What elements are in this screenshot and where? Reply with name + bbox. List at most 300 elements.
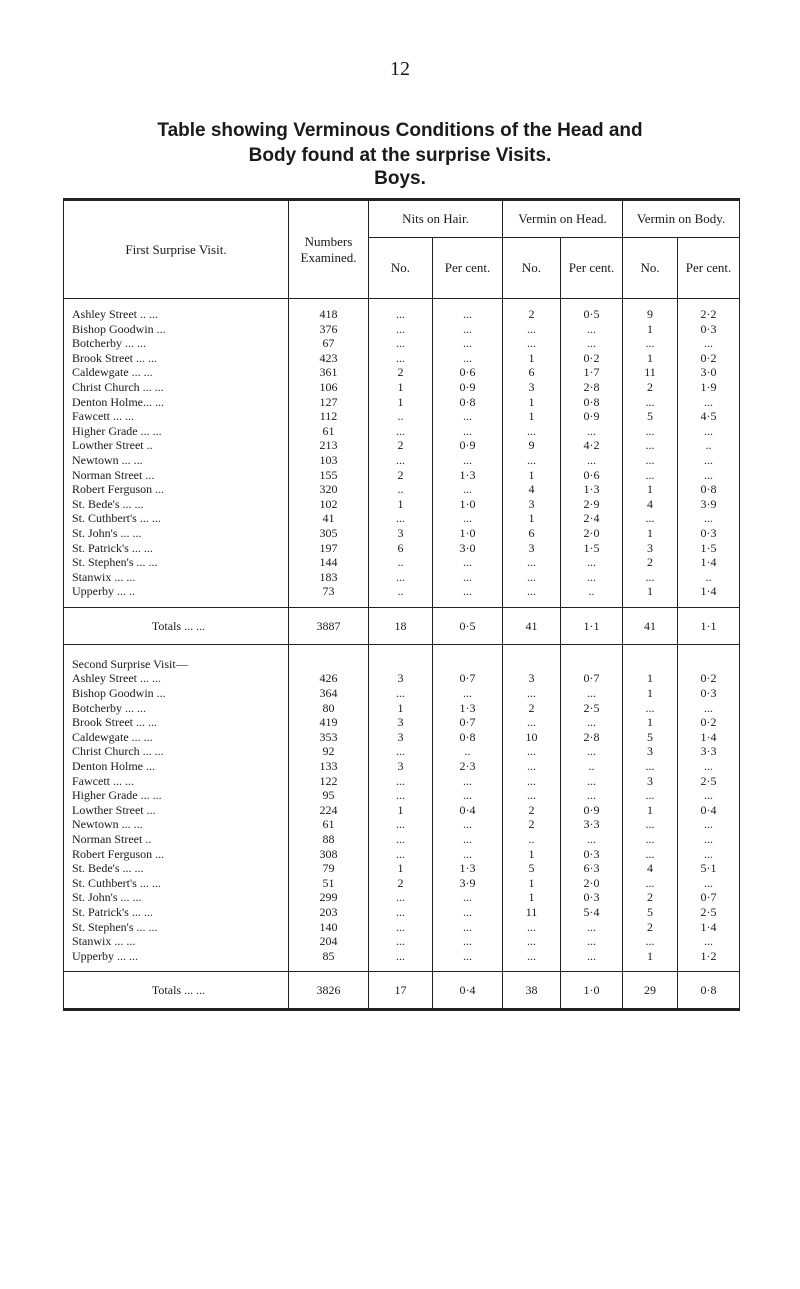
table-row bbox=[64, 817, 740, 832]
body-no-cell: 4 bbox=[623, 497, 678, 512]
table-row bbox=[64, 555, 740, 570]
body-no-cell: 29 bbox=[623, 972, 678, 1010]
head-no-cell bbox=[503, 653, 561, 672]
second-visit-heading-row bbox=[64, 653, 740, 672]
body-no-cell: 2 bbox=[623, 920, 678, 935]
nits-no-cell: ... bbox=[369, 744, 433, 759]
numbers-examined-cell: 106 bbox=[289, 380, 369, 395]
spacer-cell bbox=[561, 644, 623, 653]
body-no-cell: 4 bbox=[623, 861, 678, 876]
body-no-cell: ... bbox=[623, 701, 678, 716]
spacer-cell bbox=[369, 644, 433, 653]
head-per-cent-cell: 2·8 bbox=[561, 380, 623, 395]
school-name-cell: Botcherby ... ... bbox=[64, 336, 289, 351]
body-no-cell: 41 bbox=[623, 607, 678, 644]
body-per-cent-cell: ... bbox=[678, 395, 740, 410]
head-per-cent-cell: ... bbox=[561, 788, 623, 803]
school-name-cell: Brook Street ... ... bbox=[64, 351, 289, 366]
head-no-cell: 4 bbox=[503, 482, 561, 497]
school-name-cell: Fawcett ... ... bbox=[64, 774, 289, 789]
body-per-cent-cell: ... bbox=[678, 468, 740, 483]
numbers-examined-cell: 122 bbox=[289, 774, 369, 789]
nits-per-cent-cell: ... bbox=[433, 409, 503, 424]
body-no-cell bbox=[623, 653, 678, 672]
head-no-cell: 1 bbox=[503, 468, 561, 483]
nits-per-cent-cell: 1·0 bbox=[433, 497, 503, 512]
school-name-cell: Upperby ... ... bbox=[64, 949, 289, 964]
head-no-cell: 2 bbox=[503, 817, 561, 832]
school-name-cell: Caldewgate ... ... bbox=[64, 365, 289, 380]
nits-no-cell: 3 bbox=[369, 671, 433, 686]
spacer-cell bbox=[561, 963, 623, 972]
nits-per-cent-cell: 0·4 bbox=[433, 972, 503, 1010]
second-visit-heading: Second Surprise Visit— bbox=[64, 653, 289, 672]
nits-per-cent-cell: ... bbox=[433, 584, 503, 599]
table-row bbox=[64, 832, 740, 847]
head-no-cell: 6 bbox=[503, 526, 561, 541]
nits-no-cell: .. bbox=[369, 584, 433, 599]
nits-no-cell: ... bbox=[369, 934, 433, 949]
school-name-cell: Stanwix ... ... bbox=[64, 570, 289, 585]
head-no-cell: ... bbox=[503, 686, 561, 701]
nits-per-cent-cell: 0·8 bbox=[433, 730, 503, 745]
head-no-cell: 2 bbox=[503, 307, 561, 322]
head-per-cent-cell: 1·3 bbox=[561, 482, 623, 497]
body-no-cell: ... bbox=[623, 424, 678, 439]
spacer-cell bbox=[503, 963, 561, 972]
numbers-examined-cell: 103 bbox=[289, 453, 369, 468]
head-per-cent-cell: ... bbox=[561, 934, 623, 949]
nits-no-cell: ... bbox=[369, 905, 433, 920]
school-name-cell: St. Cuthbert's ... ... bbox=[64, 511, 289, 526]
body-per-cent-cell: 5·1 bbox=[678, 861, 740, 876]
head-per-cent-cell: ... bbox=[561, 832, 623, 847]
head-per-cent-cell: 2·8 bbox=[561, 730, 623, 745]
table-row bbox=[64, 949, 740, 964]
nits-per-cent-cell: ... bbox=[433, 774, 503, 789]
head-per-cent-cell: 2·9 bbox=[561, 497, 623, 512]
numbers-examined-cell: 80 bbox=[289, 701, 369, 716]
numbers-examined-cell: 423 bbox=[289, 351, 369, 366]
body-per-cent-cell: ... bbox=[678, 817, 740, 832]
head-per-cent-cell: 0·8 bbox=[561, 395, 623, 410]
body-per-cent-cell: ... bbox=[678, 847, 740, 862]
body-per-cent-cell: 0·2 bbox=[678, 715, 740, 730]
body-per-cent-cell: ... bbox=[678, 511, 740, 526]
verminous-conditions-table bbox=[63, 198, 740, 1011]
table-row bbox=[64, 511, 740, 526]
school-name-cell: Bishop Goodwin ... bbox=[64, 686, 289, 701]
school-name-cell: St. Cuthbert's ... ... bbox=[64, 876, 289, 891]
head-per-cent-cell: 2·0 bbox=[561, 526, 623, 541]
nits-per-cent-cell: 3·0 bbox=[433, 541, 503, 556]
school-name-cell: St. Bede's ... ... bbox=[64, 861, 289, 876]
spacer-cell bbox=[561, 299, 623, 308]
spacer-cell bbox=[561, 599, 623, 608]
numbers-examined-cell: 204 bbox=[289, 934, 369, 949]
nits-no-cell: ... bbox=[369, 453, 433, 468]
nits-per-cent-cell: ... bbox=[433, 482, 503, 497]
numbers-examined-cell: 364 bbox=[289, 686, 369, 701]
spacer-row bbox=[64, 599, 740, 608]
numbers-examined-cell: 3887 bbox=[289, 607, 369, 644]
head-per-cent-cell: .. bbox=[561, 584, 623, 599]
header-body-no: No. bbox=[623, 238, 678, 299]
head-no-cell: ... bbox=[503, 322, 561, 337]
spacer-cell bbox=[678, 644, 740, 653]
numbers-examined-cell: 73 bbox=[289, 584, 369, 599]
nits-no-cell: .. bbox=[369, 482, 433, 497]
nits-per-cent-cell: ... bbox=[433, 817, 503, 832]
nits-per-cent-cell: .. bbox=[433, 744, 503, 759]
body-per-cent-cell: 3·0 bbox=[678, 365, 740, 380]
numbers-examined-cell bbox=[289, 653, 369, 672]
body-per-cent-cell: 0·3 bbox=[678, 322, 740, 337]
nits-per-cent-cell: ... bbox=[433, 336, 503, 351]
table-row bbox=[64, 322, 740, 337]
body-per-cent-cell: 2·2 bbox=[678, 307, 740, 322]
table-row bbox=[64, 759, 740, 774]
nits-no-cell: ... bbox=[369, 511, 433, 526]
body-no-cell: 2 bbox=[623, 890, 678, 905]
head-per-cent-cell: 0·3 bbox=[561, 890, 623, 905]
body-no-cell: 3 bbox=[623, 541, 678, 556]
school-name-cell: Lowther Street .. bbox=[64, 438, 289, 453]
nits-no-cell: 2 bbox=[369, 365, 433, 380]
spacer-cell bbox=[678, 599, 740, 608]
school-name-cell: St. John's ... ... bbox=[64, 526, 289, 541]
body-no-cell: 11 bbox=[623, 365, 678, 380]
body-per-cent-cell: 1·5 bbox=[678, 541, 740, 556]
table-row bbox=[64, 861, 740, 876]
body-per-cent-cell: 0·8 bbox=[678, 482, 740, 497]
head-per-cent-cell: ... bbox=[561, 686, 623, 701]
school-name-cell: Denton Holme ... bbox=[64, 759, 289, 774]
nits-per-cent-cell: 0·7 bbox=[433, 715, 503, 730]
nits-per-cent-cell: ... bbox=[433, 920, 503, 935]
nits-no-cell: ... bbox=[369, 351, 433, 366]
nits-per-cent-cell: ... bbox=[433, 511, 503, 526]
numbers-examined-cell: 51 bbox=[289, 876, 369, 891]
head-per-cent-cell: ... bbox=[561, 774, 623, 789]
head-no-cell: 3 bbox=[503, 671, 561, 686]
school-name-cell: Christ Church ... ... bbox=[64, 380, 289, 395]
school-name-cell: Norman Street .. bbox=[64, 832, 289, 847]
head-per-cent-cell: ... bbox=[561, 570, 623, 585]
head-per-cent-cell: 5·4 bbox=[561, 905, 623, 920]
head-per-cent-cell: 2·4 bbox=[561, 511, 623, 526]
body-no-cell: 3 bbox=[623, 744, 678, 759]
numbers-examined-cell: 299 bbox=[289, 890, 369, 905]
head-per-cent-cell: 0·6 bbox=[561, 468, 623, 483]
table-row bbox=[64, 730, 740, 745]
head-per-cent-cell: ... bbox=[561, 715, 623, 730]
numbers-examined-cell: 305 bbox=[289, 526, 369, 541]
nits-no-cell: ... bbox=[369, 817, 433, 832]
nits-no-cell: 2 bbox=[369, 468, 433, 483]
school-name-cell: Brook Street ... ... bbox=[64, 715, 289, 730]
nits-per-cent-cell: ... bbox=[433, 949, 503, 964]
body-per-cent-cell: 1·2 bbox=[678, 949, 740, 964]
school-name-cell: St. Patrick's ... ... bbox=[64, 905, 289, 920]
spacer-cell bbox=[503, 599, 561, 608]
nits-per-cent-cell: 0·9 bbox=[433, 380, 503, 395]
head-per-cent-cell: 0·9 bbox=[561, 409, 623, 424]
body-no-cell: ... bbox=[623, 453, 678, 468]
body-no-cell: 1 bbox=[623, 949, 678, 964]
nits-no-cell: .. bbox=[369, 555, 433, 570]
head-no-cell: 38 bbox=[503, 972, 561, 1010]
numbers-examined-cell: 361 bbox=[289, 365, 369, 380]
spacer-cell bbox=[623, 644, 678, 653]
head-per-cent-cell: .. bbox=[561, 759, 623, 774]
body-per-cent-cell: 0·7 bbox=[678, 890, 740, 905]
school-name-cell: Stanwix ... ... bbox=[64, 934, 289, 949]
table-row bbox=[64, 380, 740, 395]
school-name-cell: Bishop Goodwin ... bbox=[64, 322, 289, 337]
body-per-cent-cell: ... bbox=[678, 336, 740, 351]
head-per-cent-cell: 0·7 bbox=[561, 671, 623, 686]
nits-no-cell: ... bbox=[369, 686, 433, 701]
spacer-cell bbox=[433, 599, 503, 608]
body-per-cent-cell: ... bbox=[678, 424, 740, 439]
body-per-cent-cell: ... bbox=[678, 453, 740, 468]
nits-per-cent-cell: 3·9 bbox=[433, 876, 503, 891]
table-row bbox=[64, 307, 740, 322]
nits-per-cent-cell: ... bbox=[433, 453, 503, 468]
nits-no-cell: .. bbox=[369, 409, 433, 424]
numbers-examined-cell: 133 bbox=[289, 759, 369, 774]
school-name-cell: St. Bede's ... ... bbox=[64, 497, 289, 512]
head-no-cell: 3 bbox=[503, 380, 561, 395]
spacer-cell bbox=[678, 963, 740, 972]
body-per-cent-cell: 1·4 bbox=[678, 555, 740, 570]
nits-per-cent-cell: 0·5 bbox=[433, 607, 503, 644]
numbers-examined-cell: 426 bbox=[289, 671, 369, 686]
head-no-cell: 1 bbox=[503, 890, 561, 905]
school-name-cell: Higher Grade ... ... bbox=[64, 788, 289, 803]
body-per-cent-cell: .. bbox=[678, 570, 740, 585]
nits-per-cent-cell: 1·3 bbox=[433, 861, 503, 876]
body-per-cent-cell: .. bbox=[678, 438, 740, 453]
numbers-examined-cell: 3826 bbox=[289, 972, 369, 1010]
body-no-cell: 2 bbox=[623, 380, 678, 395]
head-no-cell: ... bbox=[503, 715, 561, 730]
numbers-examined-cell: 85 bbox=[289, 949, 369, 964]
spacer-cell bbox=[433, 299, 503, 308]
head-per-cent-cell: ... bbox=[561, 920, 623, 935]
head-per-cent-cell: 1·0 bbox=[561, 972, 623, 1010]
header-nits-per-cent: Per cent. bbox=[433, 238, 503, 299]
body-no-cell: ... bbox=[623, 570, 678, 585]
school-name-cell: Ashley Street .. ... bbox=[64, 307, 289, 322]
nits-per-cent-cell: 1·3 bbox=[433, 701, 503, 716]
nits-no-cell: 2 bbox=[369, 876, 433, 891]
nits-no-cell: 1 bbox=[369, 395, 433, 410]
nits-no-cell: 3 bbox=[369, 715, 433, 730]
table-row bbox=[64, 584, 740, 599]
nits-no-cell: ... bbox=[369, 322, 433, 337]
nits-per-cent-cell: ... bbox=[433, 555, 503, 570]
spacer-cell bbox=[503, 644, 561, 653]
numbers-examined-cell: 376 bbox=[289, 322, 369, 337]
table-row bbox=[64, 541, 740, 556]
numbers-examined-cell: 418 bbox=[289, 307, 369, 322]
head-no-cell: 10 bbox=[503, 730, 561, 745]
nits-no-cell: 1 bbox=[369, 803, 433, 818]
body-no-cell: 1 bbox=[623, 482, 678, 497]
head-no-cell: ... bbox=[503, 759, 561, 774]
table-row bbox=[64, 395, 740, 410]
body-no-cell: 9 bbox=[623, 307, 678, 322]
school-name-cell: Botcherby ... ... bbox=[64, 701, 289, 716]
head-no-cell: 3 bbox=[503, 541, 561, 556]
school-name-cell: St. John's ... ... bbox=[64, 890, 289, 905]
head-no-cell: 1 bbox=[503, 876, 561, 891]
body-per-cent-cell bbox=[678, 653, 740, 672]
school-name-cell: Upperby ... .. bbox=[64, 584, 289, 599]
numbers-examined-cell: 308 bbox=[289, 847, 369, 862]
header-vermin-head: Vermin on Head. bbox=[503, 200, 623, 238]
body-no-cell: ... bbox=[623, 832, 678, 847]
head-no-cell: .. bbox=[503, 832, 561, 847]
school-name-cell: Christ Church ... ... bbox=[64, 744, 289, 759]
table-row bbox=[64, 905, 740, 920]
spacer-cell bbox=[433, 644, 503, 653]
school-name-cell: Lowther Street ... bbox=[64, 803, 289, 818]
body-per-cent-cell: 1·9 bbox=[678, 380, 740, 395]
head-no-cell: ... bbox=[503, 934, 561, 949]
body-no-cell: 1 bbox=[623, 715, 678, 730]
body-no-cell: ... bbox=[623, 336, 678, 351]
head-per-cent-cell: ... bbox=[561, 424, 623, 439]
head-no-cell: 1 bbox=[503, 351, 561, 366]
head-no-cell: 1 bbox=[503, 847, 561, 862]
table-row bbox=[64, 788, 740, 803]
body-no-cell: 5 bbox=[623, 905, 678, 920]
body-no-cell: 1 bbox=[623, 803, 678, 818]
head-no-cell: ... bbox=[503, 424, 561, 439]
head-no-cell: 6 bbox=[503, 365, 561, 380]
body-per-cent-cell: 1·4 bbox=[678, 584, 740, 599]
body-per-cent-cell: 0·2 bbox=[678, 351, 740, 366]
nits-no-cell: ... bbox=[369, 788, 433, 803]
body-per-cent-cell: 0·2 bbox=[678, 671, 740, 686]
head-no-cell: 11 bbox=[503, 905, 561, 920]
nits-per-cent-cell: ... bbox=[433, 832, 503, 847]
body-per-cent-cell: 0·4 bbox=[678, 803, 740, 818]
school-name-cell: Newtown ... ... bbox=[64, 817, 289, 832]
table-row bbox=[64, 934, 740, 949]
nits-per-cent-cell bbox=[433, 653, 503, 672]
head-per-cent-cell: 3·3 bbox=[561, 817, 623, 832]
nits-per-cent-cell: ... bbox=[433, 322, 503, 337]
table-row bbox=[64, 890, 740, 905]
body-no-cell: ... bbox=[623, 395, 678, 410]
body-no-cell: 1 bbox=[623, 351, 678, 366]
body-no-cell: 1 bbox=[623, 671, 678, 686]
body-per-cent-cell: ... bbox=[678, 759, 740, 774]
body-no-cell: 1 bbox=[623, 584, 678, 599]
body-no-cell: 1 bbox=[623, 526, 678, 541]
body-no-cell: 1 bbox=[623, 322, 678, 337]
nits-no-cell: 6 bbox=[369, 541, 433, 556]
body-no-cell: 2 bbox=[623, 555, 678, 570]
school-name-cell: St. Stephen's ... ... bbox=[64, 555, 289, 570]
table-row bbox=[64, 715, 740, 730]
spacer-cell bbox=[64, 599, 289, 608]
head-no-cell: 5 bbox=[503, 861, 561, 876]
numbers-examined-cell: 61 bbox=[289, 817, 369, 832]
numbers-examined-cell: 88 bbox=[289, 832, 369, 847]
school-name-cell: Ashley Street ... ... bbox=[64, 671, 289, 686]
body-no-cell: 5 bbox=[623, 409, 678, 424]
school-name-cell: St. Patrick's ... ... bbox=[64, 541, 289, 556]
table-row bbox=[64, 744, 740, 759]
spacer-cell bbox=[289, 299, 369, 308]
head-per-cent-cell: 1·5 bbox=[561, 541, 623, 556]
nits-no-cell: ... bbox=[369, 336, 433, 351]
page-title bbox=[0, 118, 800, 168]
body-no-cell: ... bbox=[623, 817, 678, 832]
table-body bbox=[64, 299, 740, 1010]
header-head-no: No. bbox=[503, 238, 561, 299]
table-row bbox=[64, 438, 740, 453]
head-no-cell: ... bbox=[503, 949, 561, 964]
numbers-examined-cell: 144 bbox=[289, 555, 369, 570]
nits-per-cent-cell: ... bbox=[433, 686, 503, 701]
school-name-cell: St. Stephen's ... ... bbox=[64, 920, 289, 935]
nits-per-cent-cell: 0·8 bbox=[433, 395, 503, 410]
nits-per-cent-cell: ... bbox=[433, 307, 503, 322]
spacer-cell bbox=[433, 963, 503, 972]
spacer-cell bbox=[369, 963, 433, 972]
spacer-cell bbox=[64, 644, 289, 653]
table-row bbox=[64, 409, 740, 424]
spacer-cell bbox=[289, 963, 369, 972]
numbers-examined-cell: 102 bbox=[289, 497, 369, 512]
nits-per-cent-cell: 2·3 bbox=[433, 759, 503, 774]
numbers-examined-cell: 95 bbox=[289, 788, 369, 803]
body-per-cent-cell: 2·5 bbox=[678, 774, 740, 789]
nits-no-cell: ... bbox=[369, 890, 433, 905]
spacer-cell bbox=[678, 299, 740, 308]
school-name-cell: Robert Ferguson ... bbox=[64, 847, 289, 862]
page-subtitle: Boys. bbox=[374, 168, 426, 189]
school-name-cell: Caldewgate ... ... bbox=[64, 730, 289, 745]
table-row bbox=[64, 336, 740, 351]
school-name-cell: Higher Grade ... ... bbox=[64, 424, 289, 439]
table-row bbox=[64, 365, 740, 380]
nits-no-cell: 3 bbox=[369, 526, 433, 541]
body-no-cell: 3 bbox=[623, 774, 678, 789]
table-row bbox=[64, 482, 740, 497]
school-name-cell: Newtown ... ... bbox=[64, 453, 289, 468]
body-no-cell: 5 bbox=[623, 730, 678, 745]
nits-per-cent-cell: ... bbox=[433, 788, 503, 803]
numbers-examined-cell: 79 bbox=[289, 861, 369, 876]
body-per-cent-cell: 0·8 bbox=[678, 972, 740, 1010]
nits-no-cell: ... bbox=[369, 307, 433, 322]
nits-per-cent-cell: ... bbox=[433, 351, 503, 366]
body-no-cell: ... bbox=[623, 847, 678, 862]
table-row bbox=[64, 876, 740, 891]
totals-row-second-visit bbox=[64, 972, 740, 1010]
title-line-2: Body found at the surprise Visits. bbox=[248, 145, 552, 166]
table-row bbox=[64, 351, 740, 366]
head-no-cell: 3 bbox=[503, 497, 561, 512]
school-name-cell: Norman Street ... bbox=[64, 468, 289, 483]
